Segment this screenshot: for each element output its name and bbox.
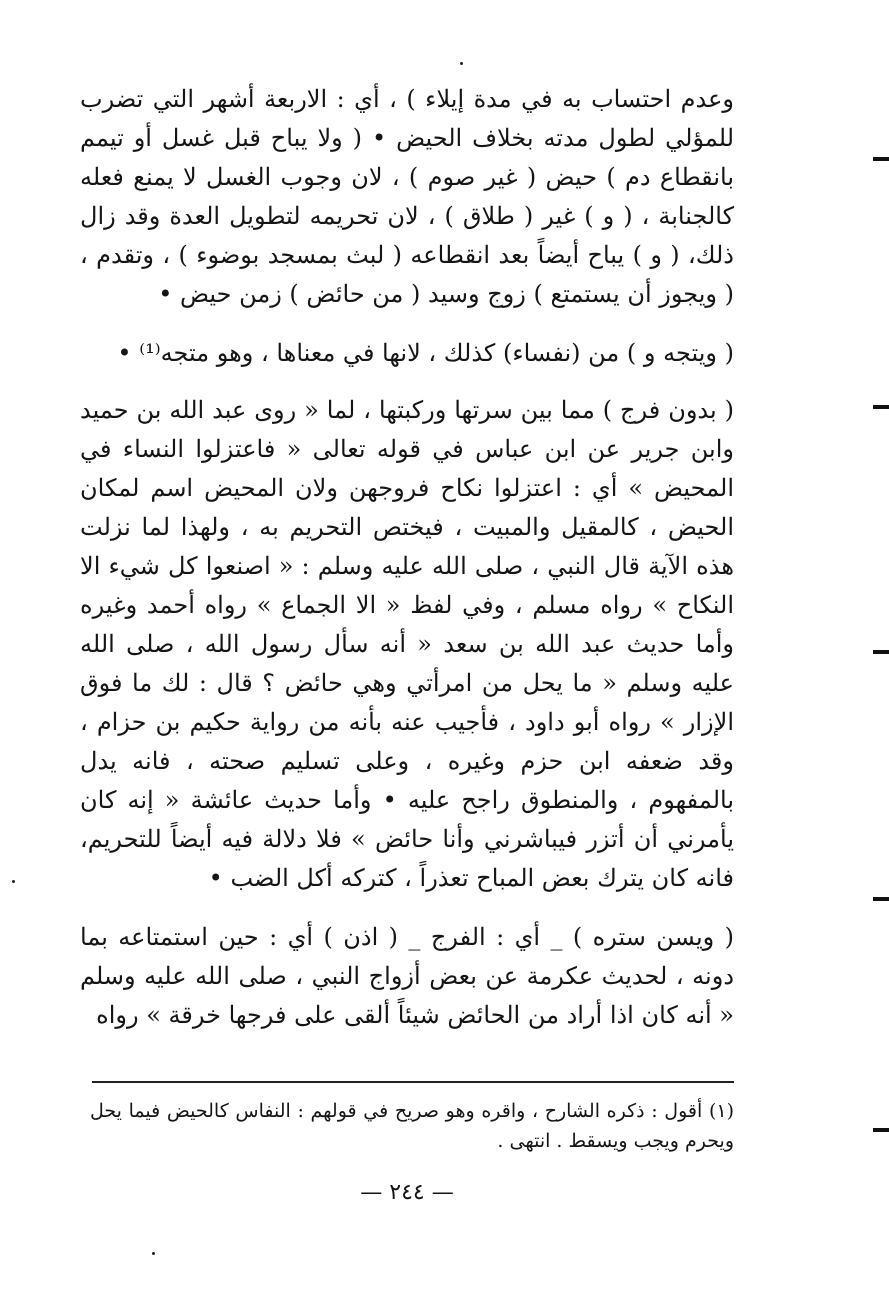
scan-speck	[460, 62, 463, 65]
scan-edge-mark	[873, 1128, 889, 1132]
footnote-separator	[92, 1081, 734, 1083]
paragraph-3: ( بدون فرج ) مما بين سرتها وركبتها ، لما « روى عبد الله بن حميد وابن جرير عن ابن عباس في قوله تعالى « فاعتزلوا النساء في المحيض » أي : اعتزلوا نكاح فروجهن ولان المحيض اسم لمكان الحيض ، كالمقيل والمبيت ، فيختص التحريم به ، ولهذا لما نزلت هذه الآية قال النبي ، صلى الله عليه وسلم : « اصنعوا كل شيء الا النكاح » رواه مسلم ، وفي لفظ « الا الجماع » رواه أحمد وغيره وأما حديث عبد الله بن سعد « أنه سأل رسول الله ، صلى الله عليه وسلم « ما يحل من امرأتي وهي حائض ؟ قال : لك ما فوق الإزار » رواه أبو داود ، فأجيب عنه بأنه من رواية حكيم بن حزام ، وقد ضعفه ابن حزم وغيره ، وعلى تسليم صحته ، فانه يدل بالمفهوم ، والمنطوق راجح عليه • وأما حديث عائشة « إنه كان يأمرني أن أتزر فيباشرني وأنا حائض » فلا دلالة فيه أيضاً للتحريم، فانه كان يترك بعض المباح تعذراً ، كتركه أكل الضب •	[80, 396, 734, 892]
footnote: (١) أقول : ذكره الشارح ، واقره وهو صريح في قولهم : النفاس كالحيض فيما يحل ويحرم ويجب ويسقط . انتهى .	[90, 1100, 734, 1152]
paragraph-4: ( ويسن ستره ) _ أي : الفرج _ ( اذن ) أي : حين استمتاعه بما دونه ، لحديث عكرمة عن بعض أزواج النبي ، صلى الله عليه وسلم « أنه كان اذا أراد من الحائض شيئاً ألقى على فرجها خرقة » رواه	[80, 923, 734, 1029]
scan-edge-mark	[873, 405, 889, 409]
scan-speck	[152, 1252, 155, 1255]
book-page	[80, 80, 734, 1290]
paragraph-2: ( ويتجه و ) من (نفساء) كذلك ، لانها في معناها ، وهو متجه⁽¹⁾ •	[117, 339, 734, 367]
scan-edge-mark	[873, 897, 889, 901]
scan-edge-mark	[873, 650, 889, 654]
paragraph-1: وعدم احتساب به في مدة إيلاء ) ، أي : الاربعة أشهر التي تضرب للمؤلي لطول مدته بخلاف الحيض • ( ولا يباح قبل غسل أو تيمم بانقطاع دم ) حيض ( غير صوم ) ، لان وجوب الغسل لا يمنع فعله كالجنابة ، ( و ) غير ( طلاق ) ، لان تحريمه لتطويل العدة وقد زال ذلك، ( و ) يباح أيضاً بعد انقطاعه ( لبث بمسجد بوضوء ) ، وتقدم ، ( ويجوز أن يستمتع ) زوج وسيد ( من حائض ) زمن حيض •	[80, 85, 735, 308]
scan-edge-mark	[873, 157, 889, 161]
scan-speck	[12, 880, 15, 883]
page-number: — ٢٤٤ —	[360, 1180, 454, 1205]
